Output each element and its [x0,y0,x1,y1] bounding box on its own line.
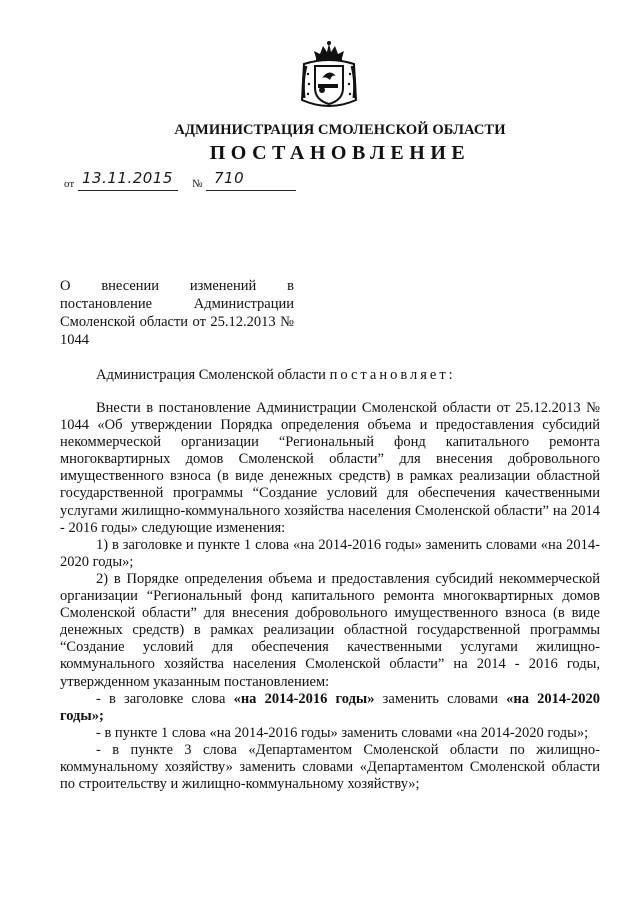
body-paragraph [60,691,600,725]
subject-word: в [287,278,294,294]
intro-verb: постановляет: [329,367,456,383]
subject-block [60,277,294,349]
body-paragraph: Внести в постановление Администрации Смоленской области от 25.12.2013 № 1044 «Об утверждении Порядка определения объема и предоставления субсидий некоммерческой организации “Региональный фонд капитального ремонта многоквартирных домов Смоленской области” для внесения добровольного имущественного взноса (в виде денежных средств) в рамках реализации областной государственной программы “Создание условий для обеспечения качественными услугами жилищно-коммунального хозяйства населения Смоленской области” на 2014 - 2016 годы» следующие изменения: [60,400,600,536]
body-paragraph: - в пункте 1 слова «на 2014-2016 годы» заменить словами «на 2014-2020 годы»; [96,724,589,741]
date-number-line [64,170,324,192]
organization-title: АДМИНИСТРАЦИЯ СМОЛЕНСКОЙ ОБЛАСТИ [174,122,506,138]
p4-part-d: «на 2014-2020 годы»; [60,690,601,724]
date-underline [78,190,178,191]
resolution-intro [96,366,566,384]
body-paragraph: - в пункте 3 слова «Департаментом Смоленской области по жилищно-коммунальному хозяйству» заменить словами «Департаментом Смоленской области по строительству и жилищно-коммунальному хозяйству»; [60,741,600,793]
handwritten-date: 13.11.2015 [82,169,173,187]
p4-part-c: заменить словами [382,690,499,707]
p4-part-b: «на 2014-2016 годы» [233,690,375,707]
subject-word: изменений [189,278,257,294]
subject-word: внесении [101,278,160,294]
intro-prefix: Администрация Смоленской области [96,367,326,383]
subject-rest: постановление Администрации Смоленской области от 25.12.2013 № 1044 [60,296,294,348]
body-paragraph: 1) в заголовке и пункте 1 слова «на 2014-2016 годы» заменить словами «на 2014-2020 годы»; [60,536,600,570]
date-from-label: от [64,178,75,190]
number-label: № [192,178,203,190]
subject-word: О [60,278,71,294]
number-underline [206,190,296,191]
coat-of-arms-emblem [296,40,362,112]
body-paragraph: 2) в Порядке определения объема и предоставления субсидий некоммерческой организации “Региональный фонд капитального ремонта многоквартирных домов Смоленской области” для внесения добровольного имущественного взноса (в виде денежных средств) в рамках реализации областной государственной программы “Создание условий для обеспечения качественными услугами жилищно-коммунального хозяйства населения Смоленской области” на 2014 - 2016 годы, утвержденном указанным постановлением: [60,570,600,690]
subject-first-line [60,277,294,295]
p4-part-a: - в заголовке слова [96,690,226,707]
document-type-title: ПОСТАНОВЛЕНИЕ [209,142,471,164]
document-body [60,400,600,793]
handwritten-number: 710 [214,169,245,187]
